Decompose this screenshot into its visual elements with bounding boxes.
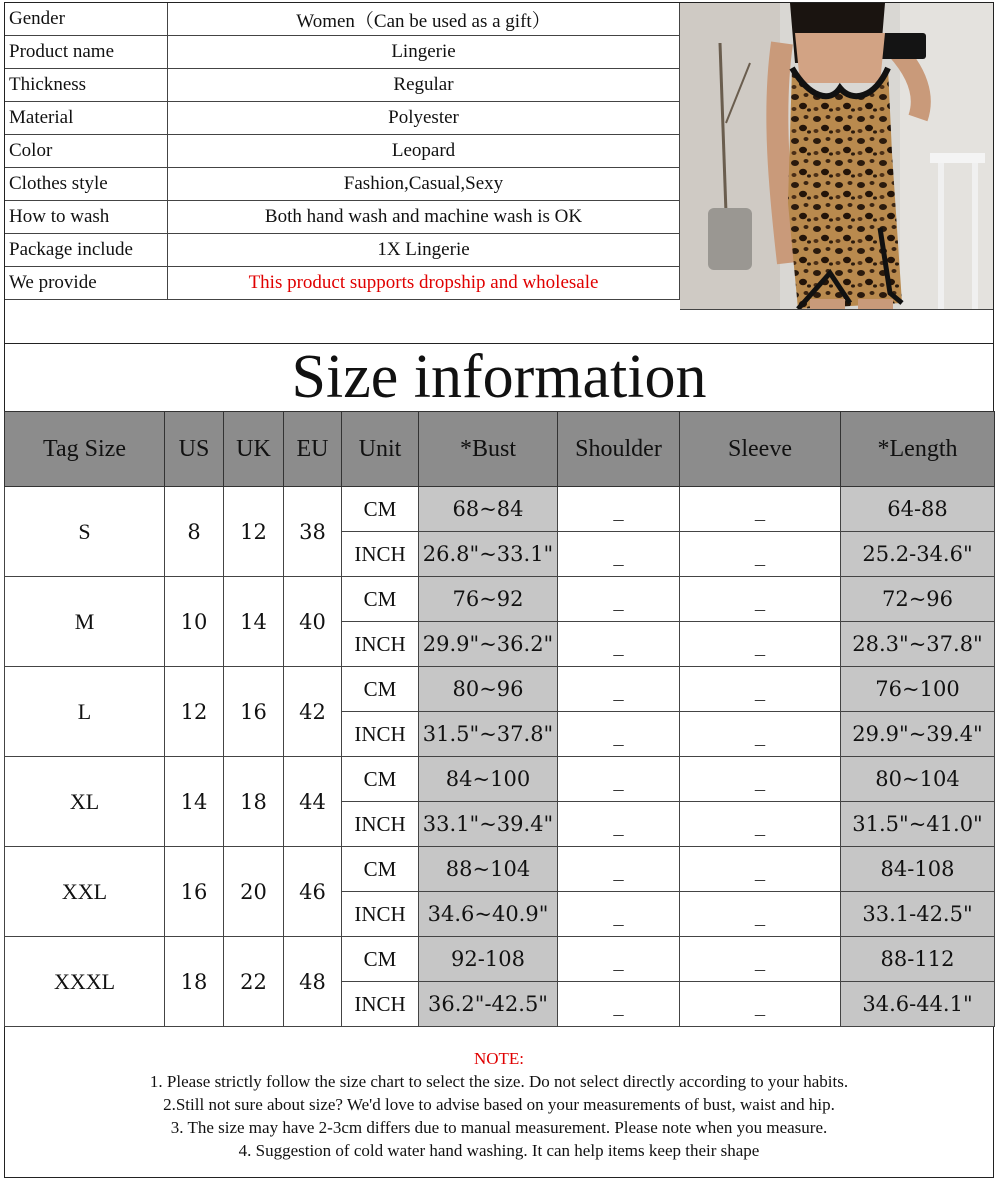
size-row-xl-cm xyxy=(5,757,995,802)
info-label: Gender xyxy=(5,3,168,36)
header-eu: EU xyxy=(284,412,342,487)
sleeve-cell: _ xyxy=(680,802,841,847)
product-photo-illustration xyxy=(680,3,993,309)
info-value: Leopard xyxy=(168,135,680,168)
info-row-thickness xyxy=(5,69,680,102)
length-cell: 31.5"~41.0" xyxy=(841,802,995,847)
bust-cell: 29.9"~36.2" xyxy=(419,622,558,667)
length-cell: 88-112 xyxy=(841,937,995,982)
info-row-material xyxy=(5,102,680,135)
sleeve-cell: _ xyxy=(680,577,841,622)
length-cell: 28.3"~37.8" xyxy=(841,622,995,667)
uk-size-cell: 12 xyxy=(224,487,284,577)
unit-cell: INCH xyxy=(342,802,419,847)
us-size-cell: 18 xyxy=(165,937,224,1027)
info-label: Color xyxy=(5,135,168,168)
tag-size-cell: S xyxy=(5,487,165,577)
bust-cell: 26.8"~33.1" xyxy=(419,532,558,577)
shoulder-cell: _ xyxy=(558,757,680,802)
unit-cell: CM xyxy=(342,757,419,802)
eu-size-cell: 38 xyxy=(284,487,342,577)
uk-size-cell: 16 xyxy=(224,667,284,757)
bust-cell: 36.2"-42.5" xyxy=(419,982,558,1027)
header-shoulder: Shoulder xyxy=(558,412,680,487)
length-cell: 34.6-44.1" xyxy=(841,982,995,1027)
note-title: NOTE: xyxy=(473,1049,525,1068)
eu-size-cell: 42 xyxy=(284,667,342,757)
uk-size-cell: 18 xyxy=(224,757,284,847)
bust-cell: 84~100 xyxy=(419,757,558,802)
info-value: Polyester xyxy=(168,102,680,135)
bust-cell: 68~84 xyxy=(419,487,558,532)
shoulder-cell: _ xyxy=(558,892,680,937)
sleeve-cell: _ xyxy=(680,757,841,802)
size-chart-table xyxy=(4,411,995,1027)
bust-cell: 88~104 xyxy=(419,847,558,892)
length-cell: 29.9"~39.4" xyxy=(841,712,995,757)
unit-cell: CM xyxy=(342,577,419,622)
header-unit: Unit xyxy=(342,412,419,487)
uk-size-cell: 14 xyxy=(224,577,284,667)
unit-cell: INCH xyxy=(342,982,419,1027)
size-row-xxl-cm xyxy=(5,847,995,892)
size-row-s-cm xyxy=(5,487,995,532)
size-information-title: Size information xyxy=(291,343,707,411)
bust-cell: 92-108 xyxy=(419,937,558,982)
sleeve-cell: _ xyxy=(680,712,841,757)
header-length: *Length xyxy=(841,412,995,487)
us-size-cell: 12 xyxy=(165,667,224,757)
length-cell: 72~96 xyxy=(841,577,995,622)
length-cell: 76~100 xyxy=(841,667,995,712)
info-label: Package include xyxy=(5,234,168,267)
info-label: Clothes style xyxy=(5,168,168,201)
header-us: US xyxy=(165,412,224,487)
unit-cell: INCH xyxy=(342,622,419,667)
us-size-cell: 14 xyxy=(165,757,224,847)
sleeve-cell: _ xyxy=(680,982,841,1027)
us-size-cell: 8 xyxy=(165,487,224,577)
tag-size-cell: XXXL xyxy=(5,937,165,1027)
size-row-m-cm xyxy=(5,577,995,622)
info-row-clothes-style xyxy=(5,168,680,201)
unit-cell: CM xyxy=(342,487,419,532)
eu-size-cell: 48 xyxy=(284,937,342,1027)
info-value: Regular xyxy=(168,69,680,102)
shoulder-cell: _ xyxy=(558,802,680,847)
sleeve-cell: _ xyxy=(680,847,841,892)
sleeve-cell: _ xyxy=(680,487,841,532)
size-row-xxxl-cm xyxy=(5,937,995,982)
uk-size-cell: 22 xyxy=(224,937,284,1027)
length-cell: 33.1-42.5" xyxy=(841,892,995,937)
shoulder-cell: _ xyxy=(558,487,680,532)
tag-size-cell: M xyxy=(5,577,165,667)
shoulder-cell: _ xyxy=(558,847,680,892)
tag-size-cell: XL xyxy=(5,757,165,847)
note-line: 4. Suggestion of cold water hand washing. It can help items keep their shape xyxy=(238,1141,760,1160)
info-row-how-to-wash xyxy=(5,201,680,234)
length-cell: 84-108 xyxy=(841,847,995,892)
header-tag-size: Tag Size xyxy=(5,412,165,487)
shoulder-cell: _ xyxy=(558,532,680,577)
info-label: Material xyxy=(5,102,168,135)
info-label: Thickness xyxy=(5,69,168,102)
bust-cell: 31.5"~37.8" xyxy=(419,712,558,757)
product-photo xyxy=(680,3,993,310)
info-row-package-include xyxy=(5,234,680,267)
sleeve-cell: _ xyxy=(680,532,841,577)
note-line: 2.Still not sure about size? We'd love to advise based on your measurements of bust, waist and hip. xyxy=(163,1095,835,1114)
info-label: We provide xyxy=(5,267,168,300)
unit-cell: CM xyxy=(342,937,419,982)
info-row-color xyxy=(5,135,680,168)
unit-cell: CM xyxy=(342,667,419,712)
tag-size-cell: XXL xyxy=(5,847,165,937)
shoulder-cell: _ xyxy=(558,622,680,667)
info-value: 1X Lingerie xyxy=(168,234,680,267)
shoulder-cell: _ xyxy=(558,937,680,982)
size-row-l-cm xyxy=(5,667,995,712)
note-line: 3. The size may have 2-3cm differs due to manual measurement. Please note when you measure. xyxy=(170,1118,828,1137)
info-value: Women（Can be used as a gift） xyxy=(168,3,680,36)
us-size-cell: 16 xyxy=(165,847,224,937)
header-sleeve: Sleeve xyxy=(680,412,841,487)
eu-size-cell: 44 xyxy=(284,757,342,847)
sleeve-cell: _ xyxy=(680,892,841,937)
info-row-product-name xyxy=(5,36,680,69)
info-value: Both hand wash and machine wash is OK xyxy=(168,201,680,234)
unit-cell: INCH xyxy=(342,532,419,577)
info-value: Fashion,Casual,Sexy xyxy=(168,168,680,201)
us-size-cell: 10 xyxy=(165,577,224,667)
unit-cell: INCH xyxy=(342,712,419,757)
sleeve-cell: _ xyxy=(680,667,841,712)
shoulder-cell: _ xyxy=(558,667,680,712)
unit-cell: INCH xyxy=(342,892,419,937)
uk-size-cell: 20 xyxy=(224,847,284,937)
bust-cell: 34.6~40.9" xyxy=(419,892,558,937)
shoulder-cell: _ xyxy=(558,982,680,1027)
sleeve-cell: _ xyxy=(680,622,841,667)
product-info-table xyxy=(5,3,680,300)
length-cell: 64-88 xyxy=(841,487,995,532)
shoulder-cell: _ xyxy=(558,712,680,757)
note-line: 1. Please strictly follow the size chart to select the size. Do not select directly according to your habits. xyxy=(149,1072,849,1091)
info-label: How to wash xyxy=(5,201,168,234)
size-header-row xyxy=(5,412,995,487)
header-uk: UK xyxy=(224,412,284,487)
note-section xyxy=(5,1030,993,1177)
length-cell: 80~104 xyxy=(841,757,995,802)
bust-cell: 33.1"~39.4" xyxy=(419,802,558,847)
info-label: Product name xyxy=(5,36,168,69)
info-value: Lingerie xyxy=(168,36,680,69)
info-row-gender xyxy=(5,3,680,36)
bust-cell: 76~92 xyxy=(419,577,558,622)
header-bust: *Bust xyxy=(419,412,558,487)
unit-cell: CM xyxy=(342,847,419,892)
info-row-we-provide xyxy=(5,267,680,300)
eu-size-cell: 40 xyxy=(284,577,342,667)
eu-size-cell: 46 xyxy=(284,847,342,937)
shoulder-cell: _ xyxy=(558,577,680,622)
info-value-highlight: This product supports dropship and wholesale xyxy=(168,267,680,300)
spacer-row xyxy=(5,309,993,344)
length-cell: 25.2-34.6" xyxy=(841,532,995,577)
tag-size-cell: L xyxy=(5,667,165,757)
sleeve-cell: _ xyxy=(680,937,841,982)
bust-cell: 80~96 xyxy=(419,667,558,712)
